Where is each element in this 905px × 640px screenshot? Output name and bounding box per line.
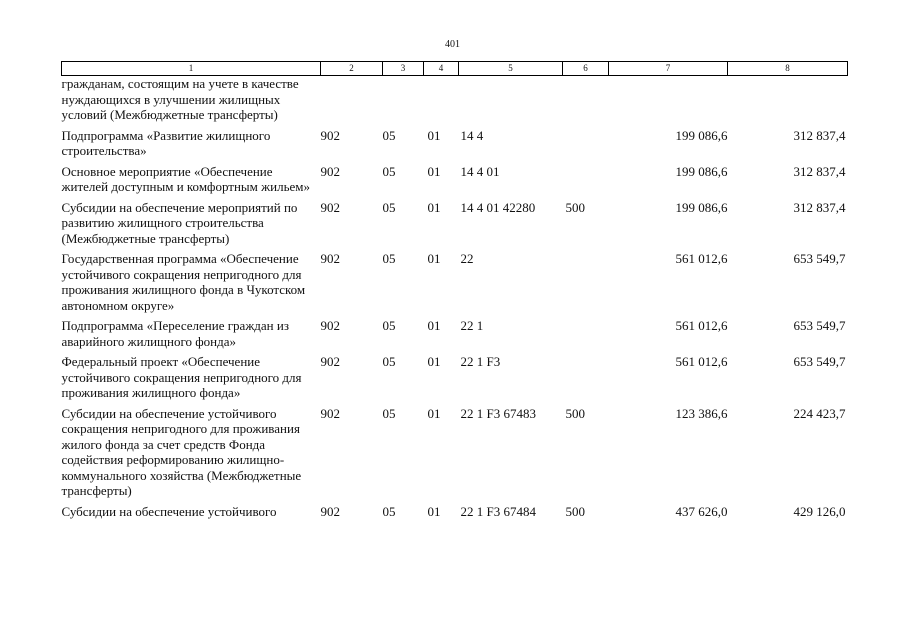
row-code-subsection: 01 [427,127,441,143]
row-code-target: 14 4 01 42280 [460,199,536,215]
row-name: Субсидии на обеспечение устойчивого сокращения непригодного для проживания жилого фонда за счет средств Фонда содействия реформированию жилищно-коммунального хозяйства (Межбюджетные трансферты) [61,405,302,498]
row-code-ministry: 902 [320,503,340,519]
row-name: Государственная программа «Обеспечение устойчивого сокращения непригодного для проживания жилищного фонда в Чукотском автономном округе» [61,251,306,313]
table-row [62,406,848,504]
row-code-ministry: 902 [320,199,340,215]
row-code-expense-type [563,164,609,200]
row-code-ministry: 902 [320,251,340,266]
table-row [62,200,848,252]
row-code-expense-type: 500 [565,199,585,215]
row-name: Субсидии на обеспечение мероприятий по развитию жилищного строительства (Межбюджетные трансферты) [61,199,298,246]
row-amount-year1: 199 086,6 [675,163,728,179]
row-code-subsection: 01 [427,251,441,266]
table-row [62,354,848,406]
row-code-ministry: 902 [320,127,340,143]
row-code-target: 22 1 F3 67484 [460,503,536,519]
row-code-target: 22 1 [460,318,484,333]
budget-table [61,61,848,524]
table-row [62,164,848,200]
row-code-ministry [321,76,383,128]
row-code-ministry: 902 [320,163,340,179]
page-number: 401 [445,39,460,50]
row-amount-year2: 312 837,4 [793,163,846,179]
row-amount-year1: 437 626,0 [675,503,728,519]
row-amount-year1: 199 086,6 [675,127,728,143]
row-code-ministry: 902 [320,318,340,333]
row-amount-year2: 312 837,4 [793,199,846,215]
row-code-expense-type [563,354,609,406]
row-code-expense-type [563,318,609,354]
row-code-expense-type: 500 [565,503,585,519]
row-code-subsection: 01 [427,503,441,519]
column-header: 5 [459,62,563,76]
column-header: 4 [424,62,459,76]
row-code-section: 05 [382,163,396,179]
row-code-target: 22 [460,251,474,266]
row-amount-year1: 123 386,6 [675,405,728,421]
row-code-expense-type [563,251,609,318]
row-code-ministry: 902 [320,405,340,421]
row-amount-year2: 312 837,4 [793,127,846,143]
header-row [62,62,848,76]
row-code-section: 05 [382,405,396,421]
row-code-subsection: 01 [427,199,441,215]
row-name: Основное мероприятие «Обеспечение жителей доступным и комфортным жильем» [61,163,310,194]
row-amount-year1 [609,76,728,128]
row-code-target: 22 1 F3 67483 [460,405,536,421]
row-amount-year2: 653 549,7 [793,318,846,333]
row-code-expense-type: 500 [565,405,585,421]
column-header: 8 [728,62,848,76]
row-code-target: 22 1 F3 [460,354,501,369]
row-amount-year2: 653 549,7 [793,354,846,369]
row-amount-year2: 224 423,7 [793,405,846,421]
row-name: гражданам, состоящим на учете в качестве нуждающихся в улучшении жилищных условий (Межбюджетные трансферты) [61,76,299,122]
column-header: 1 [62,62,321,76]
row-code-subsection: 01 [427,163,441,179]
row-code-section: 05 [382,503,396,519]
row-amount-year2: 653 549,7 [793,251,846,266]
column-header: 3 [383,62,424,76]
column-header: 2 [321,62,383,76]
row-code-section [383,76,424,128]
row-code-subsection: 01 [427,405,441,421]
table-row [62,76,848,128]
row-amount-year2: 429 126,0 [793,503,846,519]
row-name: Федеральный проект «Обеспечение устойчивого сокращения непригодного для проживания жилищного фонда» [61,354,302,400]
table-row [62,504,848,525]
row-amount-year1: 561 012,6 [675,354,728,369]
row-code-section: 05 [382,251,396,266]
row-code-expense-type [563,128,609,164]
row-code-subsection [424,76,459,128]
row-code-target: 14 4 01 [460,163,500,179]
table-row [62,128,848,164]
row-amount-year2 [728,76,848,128]
row-name: Подпрограмма «Переселение граждан из аварийного жилищного фонда» [61,318,289,349]
row-name: Подпрограмма «Развитие жилищного строительства» [61,127,271,158]
row-code-target: 14 4 [460,127,484,143]
column-header: 6 [563,62,609,76]
column-header: 7 [609,62,728,76]
row-code-section: 05 [382,354,396,369]
row-amount-year1: 561 012,6 [675,251,728,266]
table-row [62,251,848,318]
row-code-subsection: 01 [427,354,441,369]
row-code-expense-type [563,76,609,128]
row-code-subsection: 01 [427,318,441,333]
row-name: Субсидии на обеспечение устойчивого [61,503,277,519]
row-code-ministry: 902 [320,354,340,369]
row-code-section: 05 [382,199,396,215]
row-amount-year1: 199 086,6 [675,199,728,215]
row-code-target [459,76,563,128]
row-code-section: 05 [382,127,396,143]
row-amount-year1: 561 012,6 [675,318,728,333]
row-code-section: 05 [382,318,396,333]
table-row [62,318,848,354]
